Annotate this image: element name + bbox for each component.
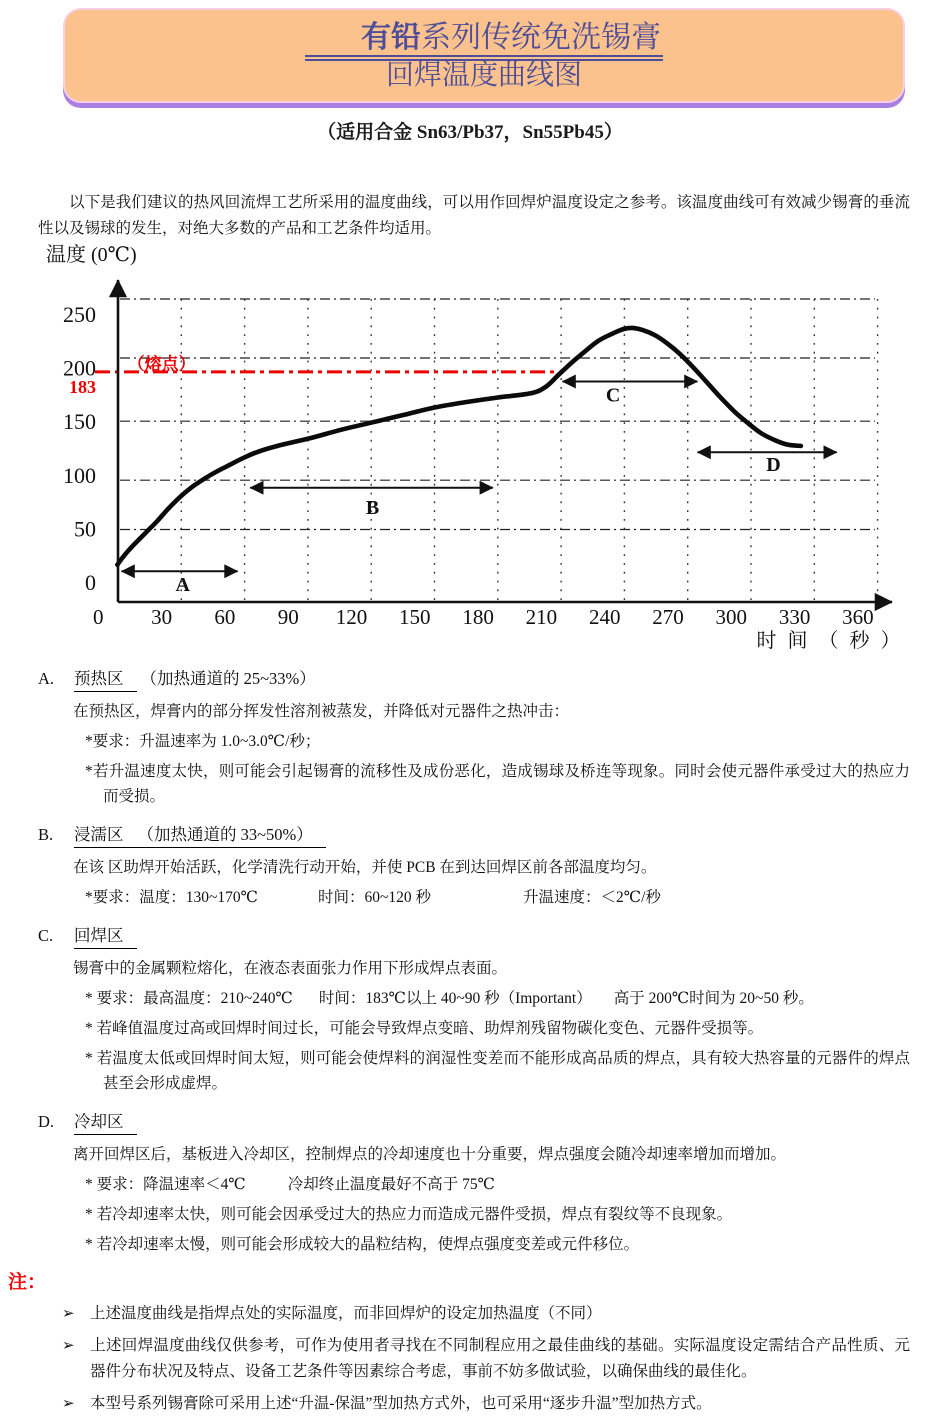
section-d-note1: * 若冷却速率太快，则可能会因承受过大的热应力而造成元器件受损，焊点有裂纹等不良现象。: [85, 1206, 733, 1223]
section-b-body: 在该 区助焊开始活跃，化学清洗行动开始，并使 PCB 在到达回焊区前各部温度均匀。: [73, 859, 657, 876]
section-b-id: B.: [38, 825, 54, 844]
section-c-id: C.: [38, 926, 54, 945]
section-d-note2: * 若冷却速率太慢，则可能会形成较大的晶粒结构，使焊点强度变差或元件移位。: [85, 1236, 640, 1253]
main-title-underline: [305, 21, 663, 61]
section-d-title: [74, 1112, 137, 1135]
y-tick-label: 50: [74, 516, 96, 542]
y-tick-label: 0: [85, 570, 96, 595]
section-c-title: [74, 926, 137, 949]
reflow-temperature-curve-chart: [30, 234, 940, 659]
x-axis-title: 时 间 （ 秒 ）: [756, 630, 904, 652]
x-tick-label: 60: [214, 605, 236, 629]
sub-title: 回焊温度曲线图: [385, 59, 582, 91]
y-tick-label: 250: [63, 302, 96, 327]
section-a-title-text: 预热区: [74, 669, 124, 688]
notes-heading: 注：: [8, 1272, 47, 1293]
section-a-heading: [38, 665, 910, 689]
zone-b-label: B: [365, 497, 380, 519]
arrow-bullet-icon: ➢: [62, 1304, 75, 1322]
section-c-req-time: 时间：183℃以上 40~90 秒（Important）: [318, 990, 592, 1007]
x-tick-label: 240: [588, 605, 621, 629]
zone-d-label: D: [766, 454, 781, 477]
main-title-bold-part: 有铅: [361, 20, 421, 54]
section-b-suffix: （加热通道的 33~50%）: [137, 825, 313, 844]
section-b-req-rate: 升温速度：＜2℃/秒: [523, 889, 661, 906]
main-title-rest: 系列传统免洗锡膏: [421, 20, 661, 54]
section-b-req-temp: *要求：温度：130~170℃: [85, 889, 258, 906]
section-b-title: [74, 825, 326, 848]
section-d-heading: [38, 1108, 910, 1132]
section-b-title-text: 浸濡区: [74, 825, 124, 844]
section-a-title: [74, 669, 137, 692]
section-c-heading: [38, 922, 910, 946]
section-c-req: [85, 986, 910, 1011]
intro-paragraph: 以下是我们建议的热风回流焊工艺所采用的温度曲线，可以用作回焊炉温度设定之参考。该温度曲线可有效减少锡膏的垂流性以及锡球的发生，对绝大多数的产品和工艺条件均适用。: [38, 194, 910, 237]
section-c-note1: * 若峰值温度过高或回焊时间过长，可能会导致焊点变暗、助焊剂残留物碳化变色、元器件受损等。: [85, 1020, 764, 1037]
x-tick-label: 210: [525, 605, 558, 629]
x-tick-label: 360: [842, 605, 874, 629]
melting-point-label: （熔点）: [127, 354, 196, 374]
zone-c-label: C: [605, 384, 621, 407]
note-item: [62, 1332, 910, 1385]
x-tick-label: 330: [778, 605, 811, 629]
x-tick-label: 30: [151, 605, 173, 629]
zone-a-label: A: [175, 574, 190, 597]
notes-list: [0, 1300, 940, 1417]
x-tick-label: 90: [277, 605, 299, 629]
note-item: [62, 1300, 910, 1327]
section-d-title-text: 冷却区: [74, 1112, 124, 1131]
section-a-req1: *要求：升温速率为 1.0~3.0℃/秒；: [85, 733, 321, 750]
section-c-note2: * 若温度太低或回焊时间太短，则可能会使焊料的润湿性变差而不能形成高品质的焊点，具有较大热容量的元器件的焊点甚至会形成虚焊。: [85, 1050, 910, 1092]
melting-point-value-label: 183: [69, 376, 96, 397]
document-page: [0, 8, 940, 1412]
y-tick-label: 100: [63, 462, 96, 488]
x-tick-label: 150: [399, 605, 431, 629]
y-tick-label: 200: [63, 355, 96, 381]
x-tick-label: 0: [93, 605, 104, 629]
arrow-bullet-icon: ➢: [62, 1336, 75, 1354]
zone-description-sections: [0, 665, 940, 1257]
x-tick-label: 300: [715, 605, 748, 629]
arrow-bullet-icon: ➢: [62, 1394, 75, 1412]
x-tick-label: 180: [462, 605, 494, 629]
section-c-req-above200: 高于 200℃时间为 20~50 秒。: [613, 990, 814, 1007]
main-title: [305, 19, 663, 57]
note-item-text: 上述回焊温度曲线仅供参考，可作为使用者寻找在不同制程应用之最佳曲线的基础。实际温度设定需结合产品性质、元器件分布状况及特点、设备工艺条件等因素综合考虑，事前不妨多做试验，以确保曲线的最佳化。: [90, 1337, 910, 1380]
x-tick-label: 120: [335, 605, 368, 629]
section-a-req2: *若升温速度太快，则可能会引起锡膏的流移性及成份恶化，造成锡球及桥连等现象。同时会使元器件承受过大的热应力而受损。: [85, 763, 910, 805]
section-d-body: 离开回焊区后，基板进入冷却区，控制焊点的冷却速度也十分重要，焊点强度会随冷却速率增加而增加。: [73, 1146, 787, 1163]
note-item-text: 本型号系列锡膏除可采用上述“升温-保温”型加热方式外，也可采用“逐步升温”型加热方式。: [90, 1395, 712, 1412]
section-b-heading: [38, 821, 910, 845]
section-a-id: A.: [38, 669, 55, 688]
y-tick-label: 150: [63, 409, 96, 435]
alloy-subtitle: （适用合金 Sn63/Pb37，Sn55Pb45）: [317, 122, 623, 143]
section-d-req-rate: * 要求：降温速率＜4℃: [85, 1176, 246, 1193]
section-c-title-text: 回焊区: [74, 926, 124, 945]
section-c-body: 锡膏中的金属颗粒熔化，在液态表面张力作用下形成焊点表面。: [73, 960, 508, 977]
section-d-req: [85, 1172, 910, 1197]
section-a-body: 在预热区，焊膏内的部分挥发性溶剂被蒸发，并降低对元器件之热冲击：: [73, 703, 570, 720]
y-axis-title: 温度 (0℃): [46, 244, 137, 266]
note-item: [62, 1390, 910, 1417]
section-d-id: D.: [38, 1112, 55, 1131]
section-c-req-peak: * 要求：最高温度：210~240℃: [85, 990, 293, 1007]
note-item-text: 上述温度曲线是指焊点处的实际温度，而非回焊炉的设定加热温度（不同）: [90, 1305, 602, 1322]
section-b-req: [85, 885, 910, 910]
temperature-curve: [117, 328, 801, 565]
section-a-suffix: （加热通道的 25~33%）: [140, 669, 316, 688]
x-tick-label: 270: [652, 605, 684, 629]
section-d-req-endtemp: 冷却终止温度最好不高于 75℃: [287, 1176, 495, 1193]
title-banner: [63, 8, 905, 103]
section-b-req-time: 时间：60~120 秒: [317, 889, 431, 906]
